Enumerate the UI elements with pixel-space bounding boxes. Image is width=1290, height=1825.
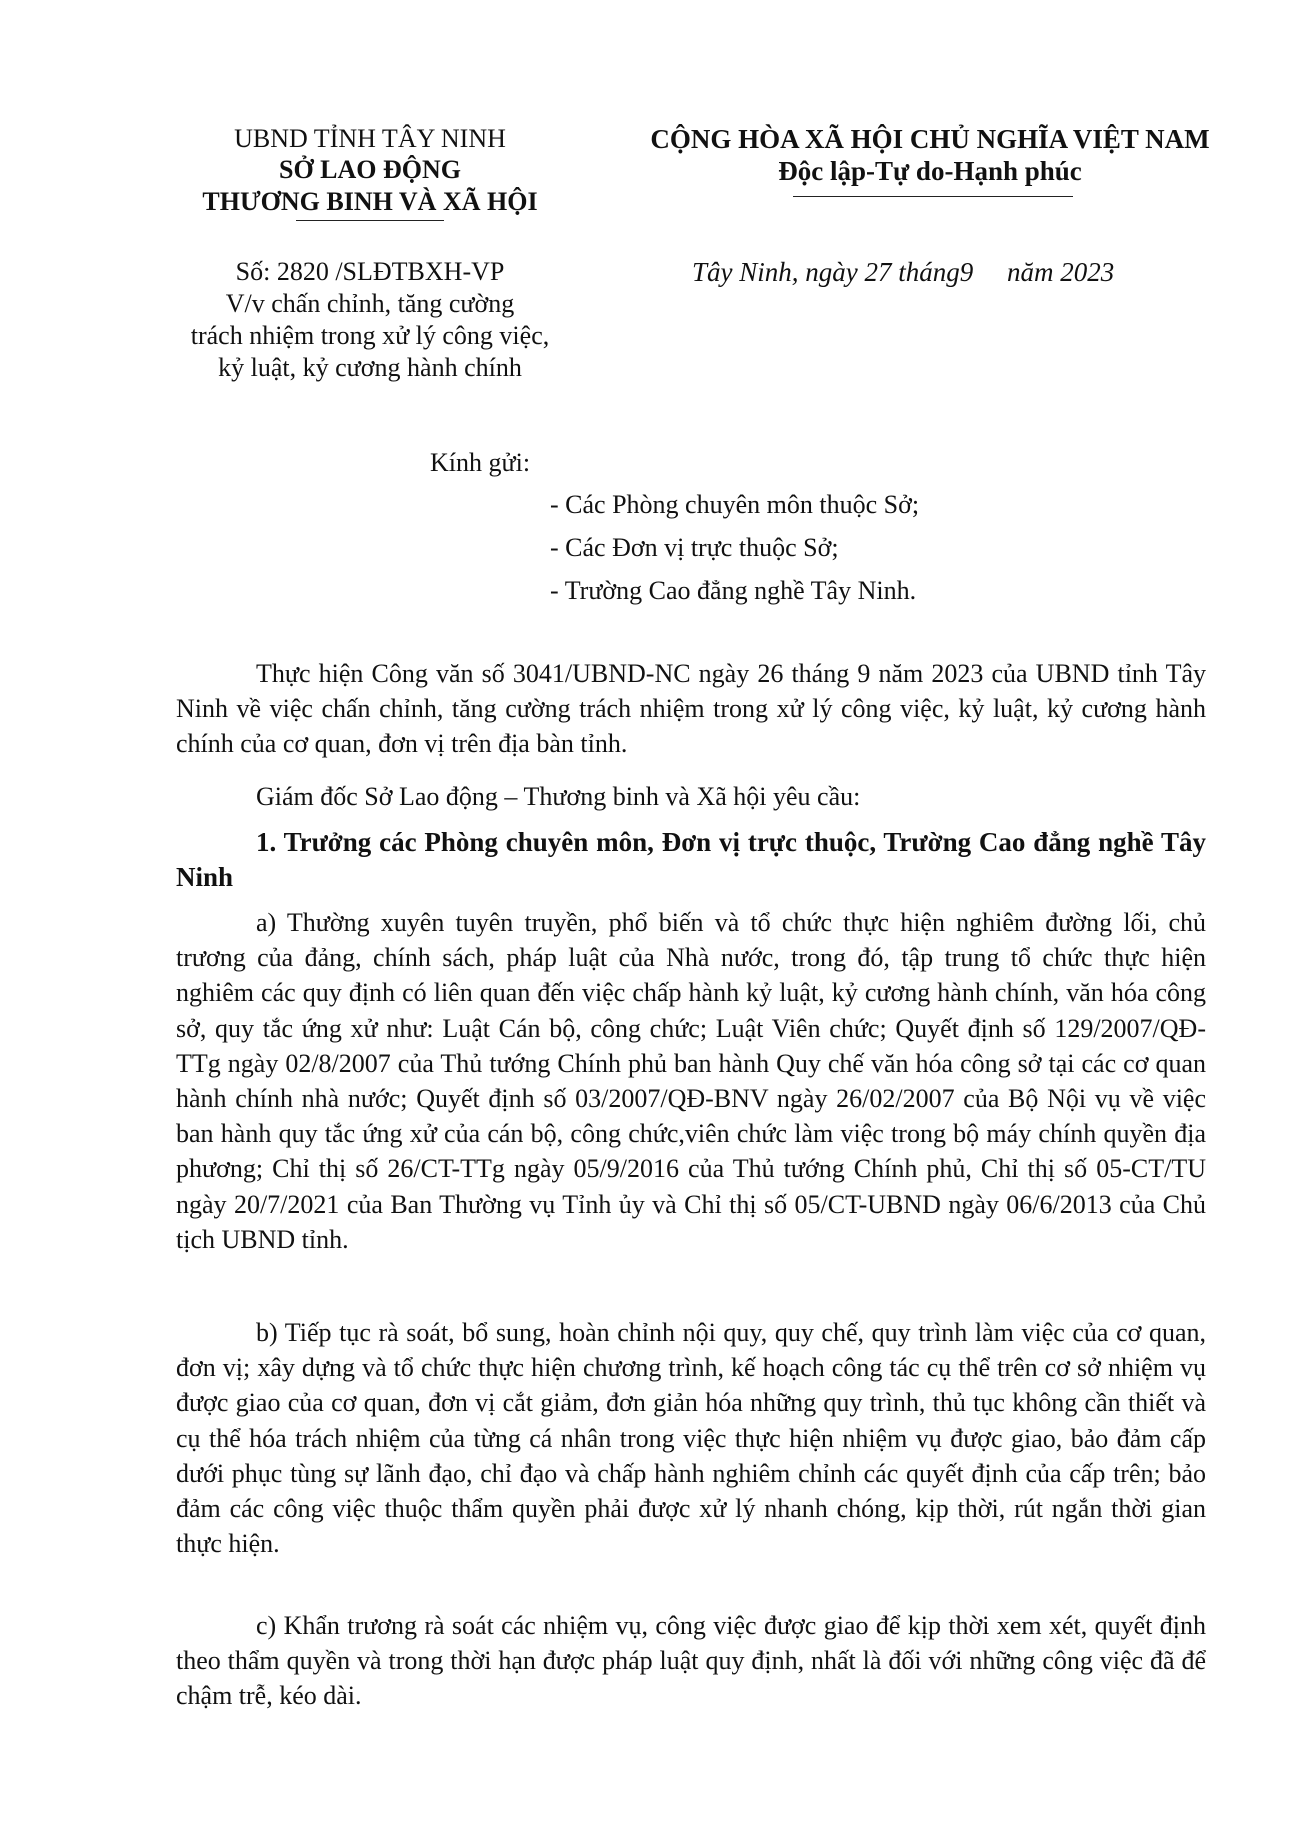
section-1-title — [176, 825, 1206, 895]
request-text: Giám đốc Sở Lao động – Thương binh và Xã hội yêu cầu: — [256, 782, 861, 811]
item-a-text: a) Thường xuyên tuyên truyền, phổ biến và tổ chức thực hiện nghiêm đường lối, chủ trương của đảng, chính sách, pháp luật của Nhà nước, trong đó, tập trung tổ chức thực hiện nghiêm các quy định có liên quan đến việc chấp hành kỷ luật, kỷ cương hành chính, văn hóa công sở, quy tắc ứng xử như: Luật Cán bộ, công chức; Luật Viên chức; Quyết định số 129/2007/QĐ-TTg ngày 02/8/2007 của Thủ tướng Chính phủ ban hành Quy chế văn hóa công sở tại các cơ quan hành chính nhà nước; Quyết định số 03/2007/QĐ-BNV ngày 26/02/2007 của Bộ Nội vụ về việc ban hành quy tắc ứng xử của cán bộ, công chức,viên chức làm việc trong bộ máy chính quyền địa phương; Chỉ thị số 26/CT-TTg ngày 05/9/2016 của Thủ tướng Chính phủ, Chỉ thị số 05-CT/TU ngày 20/7/2021 của Ban Thường vụ Tỉnh ủy và Chỉ thị số 05/CT-UBND ngày 06/6/2013 của Chủ tịch UBND tỉnh. — [176, 908, 1206, 1254]
item-c-text: c) Khẩn trương rà soát các nhiệm vụ, công việc được giao để kịp thời xem xét, quyết định theo thẩm quyền và trong thời hạn được pháp luật quy định, nhất là đối với những công việc đã để chậm trễ, kéo dài. — [176, 1611, 1206, 1711]
section-1-title-text: 1. Trưởng các Phòng chuyên môn, Đơn vị trực thuộc, Trường Cao đẳng nghề Tây Ninh — [176, 827, 1206, 893]
recipients-label: Kính gửi: — [430, 448, 531, 477]
item-c-paragraph — [176, 1608, 1206, 1714]
motto-underline — [793, 196, 1073, 197]
item-b-text: b) Tiếp tục rà soát, bổ sung, hoàn chỉnh nội quy, quy chế, quy trình làm việc của cơ quan, đơn vị; xây dựng và tổ chức thực hiện chương trình, kế hoạch công tác cụ thể trên cơ sở nhiệm vụ được giao của cơ quan, đơn vị cắt giảm, đơn giản hóa những quy trình, thủ tục không cần thiết và cụ thể hóa trách nhiệm của từng cá nhân trong việc thực hiện nhiệm vụ được giao, bảo đảm cấp dưới phục tùng sự lãnh đạo, chỉ đạo và chấp hành nghiêm chỉnh các quyết định của cấp trên; bảo đảm các công việc thuộc thẩm quyền phải được xử lý nhanh chóng, kịp thời, rút ngắn thời gian thực hiện. — [176, 1318, 1206, 1559]
document-number: Số: 2820 /SLĐTBXH-VP — [235, 257, 505, 286]
issuer-underline — [296, 220, 444, 221]
item-b-paragraph — [176, 1315, 1206, 1561]
subject-line-1: V/v chấn chỉnh, tăng cường — [225, 289, 515, 318]
intro-paragraph — [176, 656, 1206, 762]
recipient-item: - Trường Cao đẳng nghề Tây Ninh. — [550, 576, 917, 605]
place-date: Tây Ninh, ngày 27 tháng9 năm 2023 — [692, 257, 1115, 287]
issuer-agency-line1: SỞ LAO ĐỘNG — [278, 155, 462, 184]
issuer-parent-agency: UBND TỈNH TÂY NINH — [234, 124, 506, 153]
national-title: CỘNG HÒA XÃ HỘI CHỦ NGHĨA VIỆT NAM — [650, 124, 1210, 154]
subject-line-3: kỷ luật, kỷ cương hành chính — [218, 353, 522, 382]
item-a-paragraph — [176, 905, 1206, 1257]
request-paragraph — [176, 779, 1206, 814]
issuer-agency-line2: THƯƠNG BINH VÀ XÃ HỘI — [202, 187, 538, 216]
intro-text: Thực hiện Công văn số 3041/UBND-NC ngày 26 tháng 9 năm 2023 của UBND tỉnh Tây Ninh về việc chấn chỉnh, tăng cường trách nhiệm trong xử lý công việc, kỷ luật, kỷ cương hành chính của cơ quan, đơn vị trên địa bàn tỉnh. — [176, 659, 1206, 759]
recipient-item: - Các Đơn vị trực thuộc Sở; — [550, 533, 839, 562]
recipient-item: - Các Phòng chuyên môn thuộc Sở; — [550, 490, 920, 519]
subject-line-2: trách nhiệm trong xử lý công việc, — [190, 321, 550, 350]
national-motto: Độc lập-Tự do-Hạnh phúc — [778, 156, 1082, 186]
